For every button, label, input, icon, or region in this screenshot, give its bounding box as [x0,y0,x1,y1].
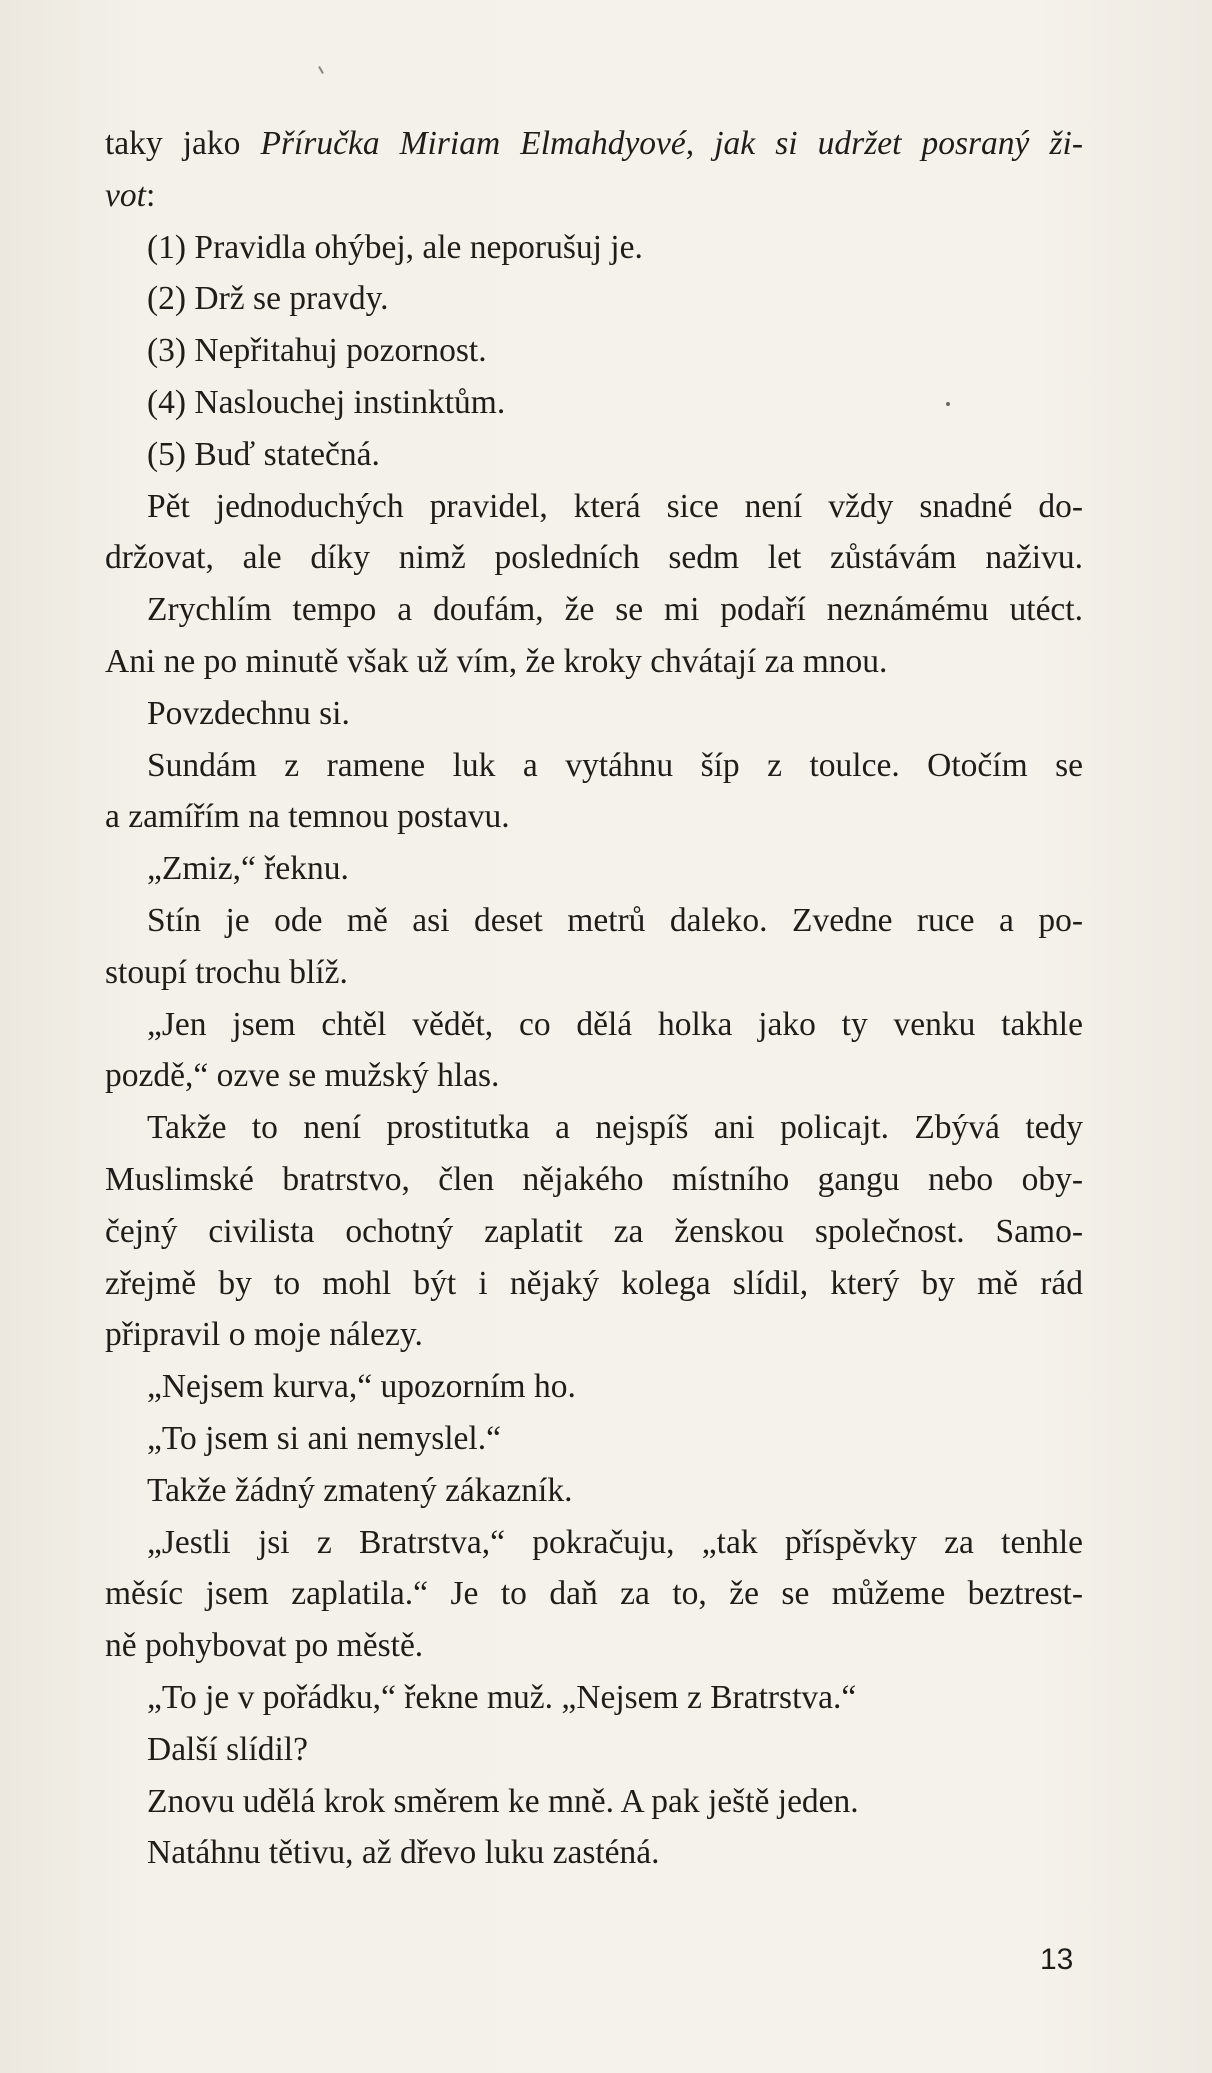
text-line [105,1568,1083,1620]
text-line [105,1258,1083,1310]
line-text: „To je v pořádku,“ řekne muž. „Nejsem z Bratrstva.“ [147,1678,857,1716]
text-line [105,947,1083,999]
text-line [105,1724,1083,1776]
line-text: Stín je ode mě asi deset metrů daleko. Zvedne ruce a po- [147,901,1083,939]
text-line [105,688,1083,740]
line-text: (1) Pravidla ohýbej, ale neporušuj je. [147,228,643,266]
print-mark [318,66,324,74]
line-text: Povzdechnu si. [147,694,350,732]
text-line [105,895,1083,947]
line-text: „Jestli jsi z Bratrstva,“ pokračuju, „tak příspěvky za tenhle [147,1523,1083,1561]
text-line [105,843,1083,895]
line-text: měsíc jsem zaplatila.“ Je to daň za to, že se můžeme beztrest- [105,1575,1083,1613]
line-text: a zamířím na temnou postavu. [105,798,510,836]
line-text: Takže žádný zmatený zákazník. [147,1471,573,1509]
text-line [105,377,1083,429]
line-text: Zrychlím tempo a doufám, že se mi podaří neznámému utéct. [147,591,1083,629]
text-line [105,170,1083,222]
line-text: (3) Nepřitahuj pozornost. [147,332,487,370]
text-line [105,1465,1083,1517]
text-line [105,532,1083,584]
text-line [105,1309,1083,1361]
text-line [105,118,1083,170]
line-text: Ani ne po minutě však už vím, že kroky chvátají za mnou. [105,642,888,680]
line-text: ně pohybovat po městě. [105,1627,424,1665]
line-text: Sundám z ramene luk a vytáhnu šíp z toulce. Otočím se [147,746,1083,784]
line-text: (5) Buď statečná. [147,435,380,473]
line-text: Znovu udělá krok směrem ke mně. A pak ještě jeden. [147,1782,859,1820]
text-line [105,999,1083,1051]
line-text: stoupí trochu blíž. [105,953,348,991]
line-text: (4) Naslouchej instinktům. [147,383,506,421]
text-line [105,1517,1083,1569]
text-line [105,1050,1083,1102]
italic-text: vot [105,176,146,214]
line-text: „Jen jsem chtěl vědět, co dělá holka jako ty venku takhle [147,1005,1083,1043]
text-line [105,1776,1083,1828]
line-text: zřejmě by to mohl být i nějaký kolega slídil, který by mě rád [105,1264,1083,1302]
line-text: (2) Drž se pravdy. [147,280,389,318]
line-text: pozdě,“ ozve se mužský hlas. [105,1057,500,1095]
text-line [105,1361,1083,1413]
line-text: „Nejsem kurva,“ upozorním ho. [147,1368,576,1406]
text-line [105,584,1083,636]
italic-text: Příručka Miriam Elmahdyové, jak si udržet posraný ži- [260,125,1083,162]
text-line [105,1102,1083,1154]
text-line [105,481,1083,533]
text-line [105,1206,1083,1258]
line-text: Natáhnu tětivu, až dřevo luku zasténá. [147,1834,660,1872]
text-line [105,325,1083,377]
text-line [105,1620,1083,1672]
text-line [105,1672,1083,1724]
text-line [105,636,1083,688]
line-text: Pět jednoduchých pravidel, která sice není vždy snadné do- [147,487,1083,525]
text-line [105,1154,1083,1206]
line-text: držovat, ale díky nimž posledních sedm let zůstávám naživu. [105,539,1083,577]
text-line [105,740,1083,792]
text-line [105,1827,1083,1879]
line-text: taky jako [105,125,261,162]
text-line [105,1413,1083,1465]
page-number: 13 [1040,1943,1074,1976]
line-text: „Zmiz,“ řeknu. [147,850,349,888]
line-text: Muslimské bratrstvo, člen nějakého místního gangu nebo oby- [105,1160,1083,1198]
text-line [105,429,1083,481]
text-line [105,791,1083,843]
line-text: Takže to není prostitutka a nejspíš ani policajt. Zbývá tedy [147,1109,1083,1147]
body-text [105,118,1083,1879]
line-text: Další slídil? [147,1730,308,1768]
line-text: : [145,176,156,214]
line-text: připravil o moje nálezy. [105,1316,423,1354]
line-text: čejný civilista ochotný zaplatit za ženskou společnost. Samo- [105,1212,1083,1250]
text-line [105,273,1083,325]
text-line [105,222,1083,274]
line-text: „To jsem si ani nemyslel.“ [147,1419,501,1457]
